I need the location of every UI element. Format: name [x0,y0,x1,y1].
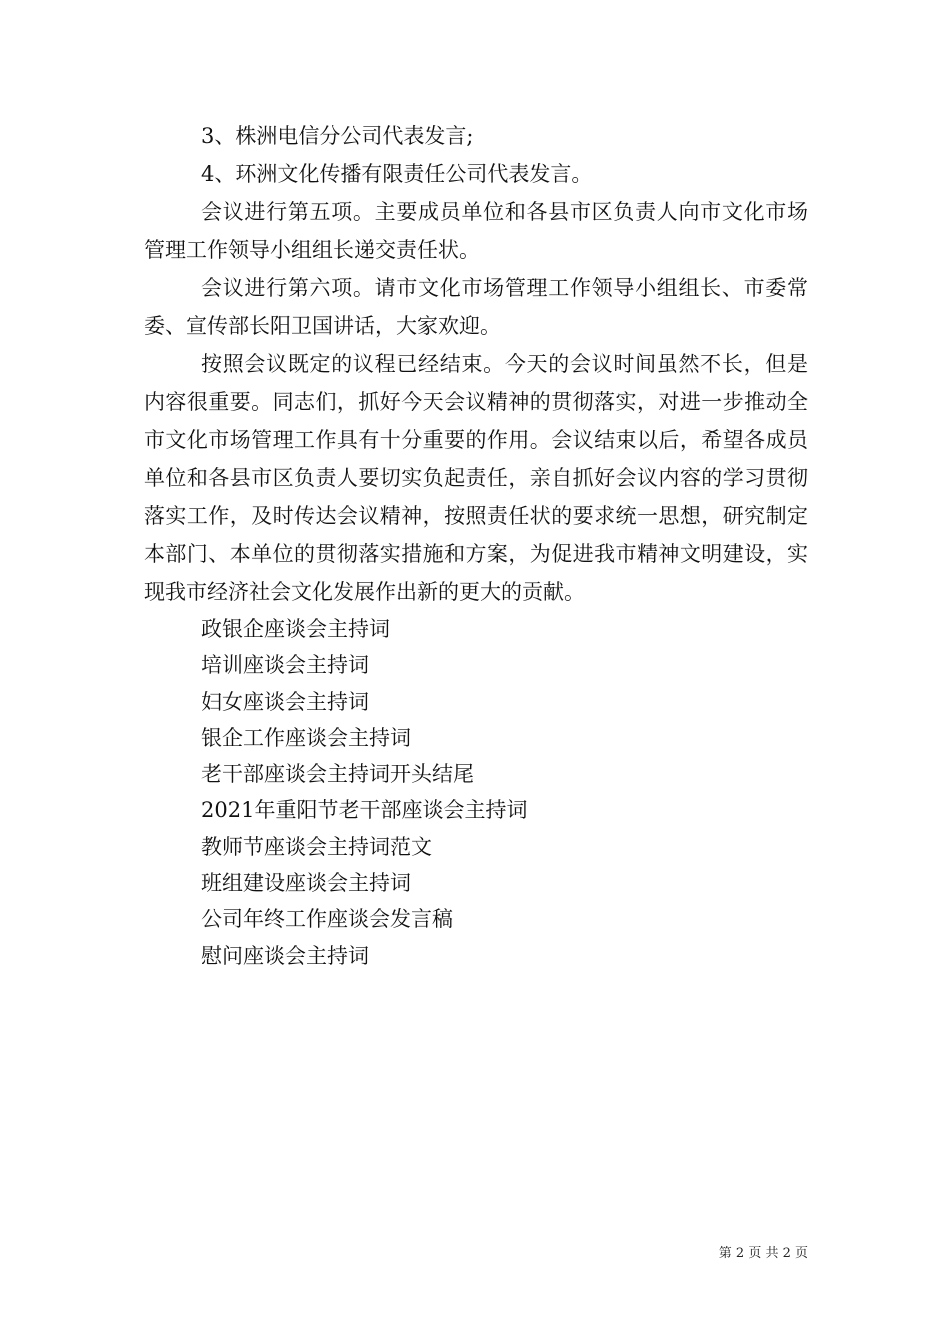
related-title[interactable]: 老干部座谈会主持词开头结尾 [201,762,474,787]
related-title[interactable]: 政银企座谈会主持词 [201,617,390,641]
page-number: 第 2 页 共 2 页 [718,1246,808,1261]
document-body [144,117,808,974]
paragraph-item-4: 4、环洲文化传播有限责任公司代表发言。 [201,162,593,186]
paragraph-closing: 按照会议既定的议程已经结束。今天的会议时间虽然不长，但是内容很重要。同志们，抓好今天会议精神的贯彻落实，对进一步推动全市文化市场管理工作具有十分重要的作用。会议结束以后，希望各成员单位和各县市区负责人要切实负起责任，亲自抓好会议内容的学习贯彻落实工作，及时传达会议精神，按照责任状的要求统一思想，研究制定本部门、本单位的贯彻落实措施和方案，为促进我市精神文明建设，实现我市经济社会文化发展作出新的更大的贡献。 [144,352,808,604]
related-titles-list [144,611,808,974]
related-title[interactable]: 培训座谈会主持词 [201,653,369,678]
related-title[interactable]: 公司年终工作座谈会发言稿 [201,907,453,932]
related-title[interactable]: 2021年重阳节老干部座谈会主持词 [201,798,528,823]
paragraph-agenda-6: 会议进行第六项。请市文化市场管理工作领导小组组长、市委常委、宣传部长阳卫国讲话，大家欢迎。 [144,276,808,338]
paragraph-item-3: 3、株洲电信分公司代表发言; [201,124,474,148]
related-title[interactable]: 银企工作座谈会主持词 [201,725,411,750]
related-title[interactable]: 妇女座谈会主持词 [201,689,369,714]
paragraph-agenda-5: 会议进行第五项。主要成员单位和各县市区负责人向市文化市场管理工作领导小组组长递交责任状。 [144,200,808,262]
related-title[interactable]: 班组建设座谈会主持词 [201,871,411,896]
related-title[interactable]: 慰问座谈会主持词 [201,943,369,968]
related-title[interactable]: 教师节座谈会主持词范文 [201,834,432,859]
